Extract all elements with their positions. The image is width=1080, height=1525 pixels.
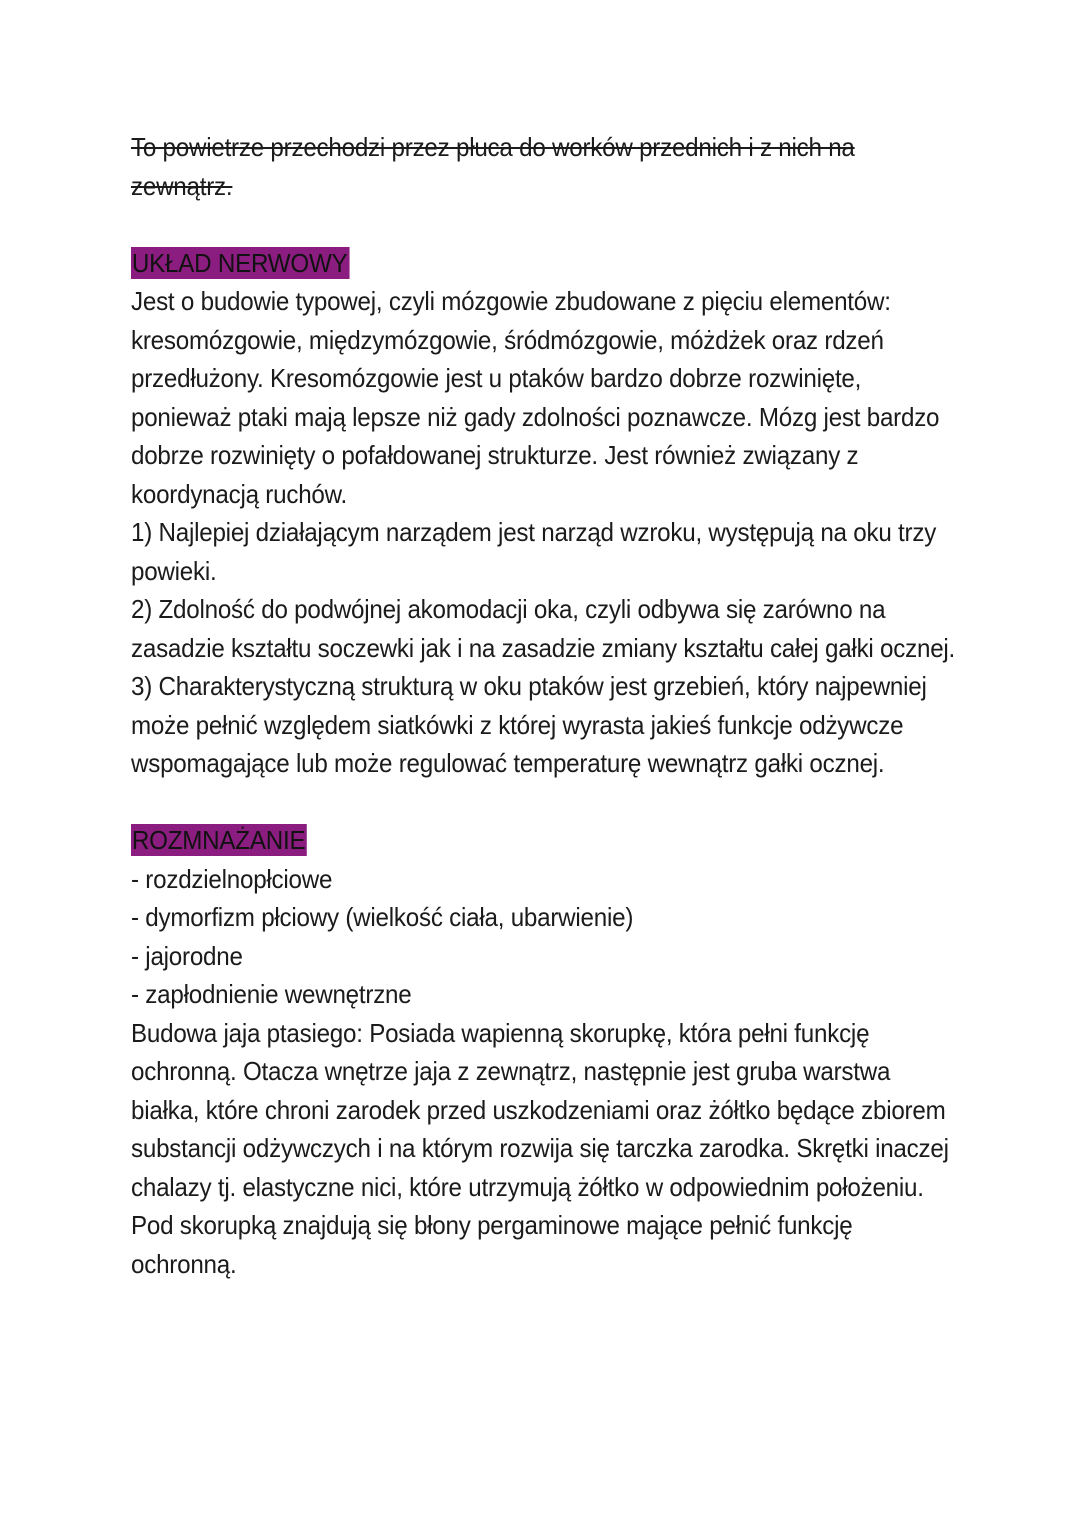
section-reproduction [131,821,961,1283]
document-content [131,128,961,1283]
reproduction-item-2: - dymorfizm płciowy (wielkość ciała, ubarwienie) [131,902,634,932]
struck-intro-text: To powietrze przechodzi przez płuca do worków przednich i z nich na zewnątrz. [131,132,855,201]
egg-structure-paragraph: Budowa jaja ptasiego: Posiada wapienną skorupkę, która pełni funkcję ochronną. Otacza wnętrze jaja z zewnątrz, następnie jest gruba warstwa białka, które chroni zarodek przed uszkodzeniami oraz żółtko będące zbiorem substancji odżywczych i na którym rozwija się tarczka zarodka. Skrętki inaczej chalazy tj. elastyczne nici, które utrzymują żółtko w odpowiednim położeniu. Pod skorupką znajdują się błony pergaminowe mające pełnić funkcję ochronną. [131,1017,949,1279]
reproduction-item-3: - jajorodne [131,940,243,971]
section-heading-reproduction: ROZMNAŻANIE [131,825,306,855]
nervous-paragraph: Jest o budowie typowej, czyli mózgowie zbudowane z pięciu elementów: kresomózgowie, międzymózgowie, śródmózgowie, móżdżek oraz rdzeń przedłużony. Kresomózgowie jest u ptaków bardzo dobrze rozwinięte, ponieważ ptaki mają lepsze niż gady zdolności poznawcze. Mózg jest bardzo dobrze rozwinięty o pofałdowanej strukturze. Jest również związany z koordynacją ruchów. [131,286,940,509]
nervous-point-1: 1) Najlepiej działającym narządem jest narząd wzroku, występują na oku trzy powieki. [131,517,937,586]
nervous-point-2: 2) Zdolność do podwójnej akomodacji oka, czyli odbywa się zarówno na zasadzie kształtu soczewki jak i na zasadzie zmiany kształtu całej gałki ocznej. [131,594,956,663]
section-nervous-system [131,244,961,783]
nervous-point-3: 3) Charakterystyczną strukturą w oku ptaków jest grzebień, który najpewniej może pełnić względem siatkówki z której wyrasta jakieś funkcje odżywcze wspomagające lub może regulować temperaturę wewnątrz gałki ocznej. [131,671,927,778]
spacer [131,783,961,822]
reproduction-item-1: - rozdzielnopłciowe [131,863,333,894]
section-heading-nervous: UKŁAD NERWOWY [131,247,348,278]
reproduction-item-4: - zapłodnienie wewnętrzne [131,979,412,1009]
spacer [131,205,961,244]
